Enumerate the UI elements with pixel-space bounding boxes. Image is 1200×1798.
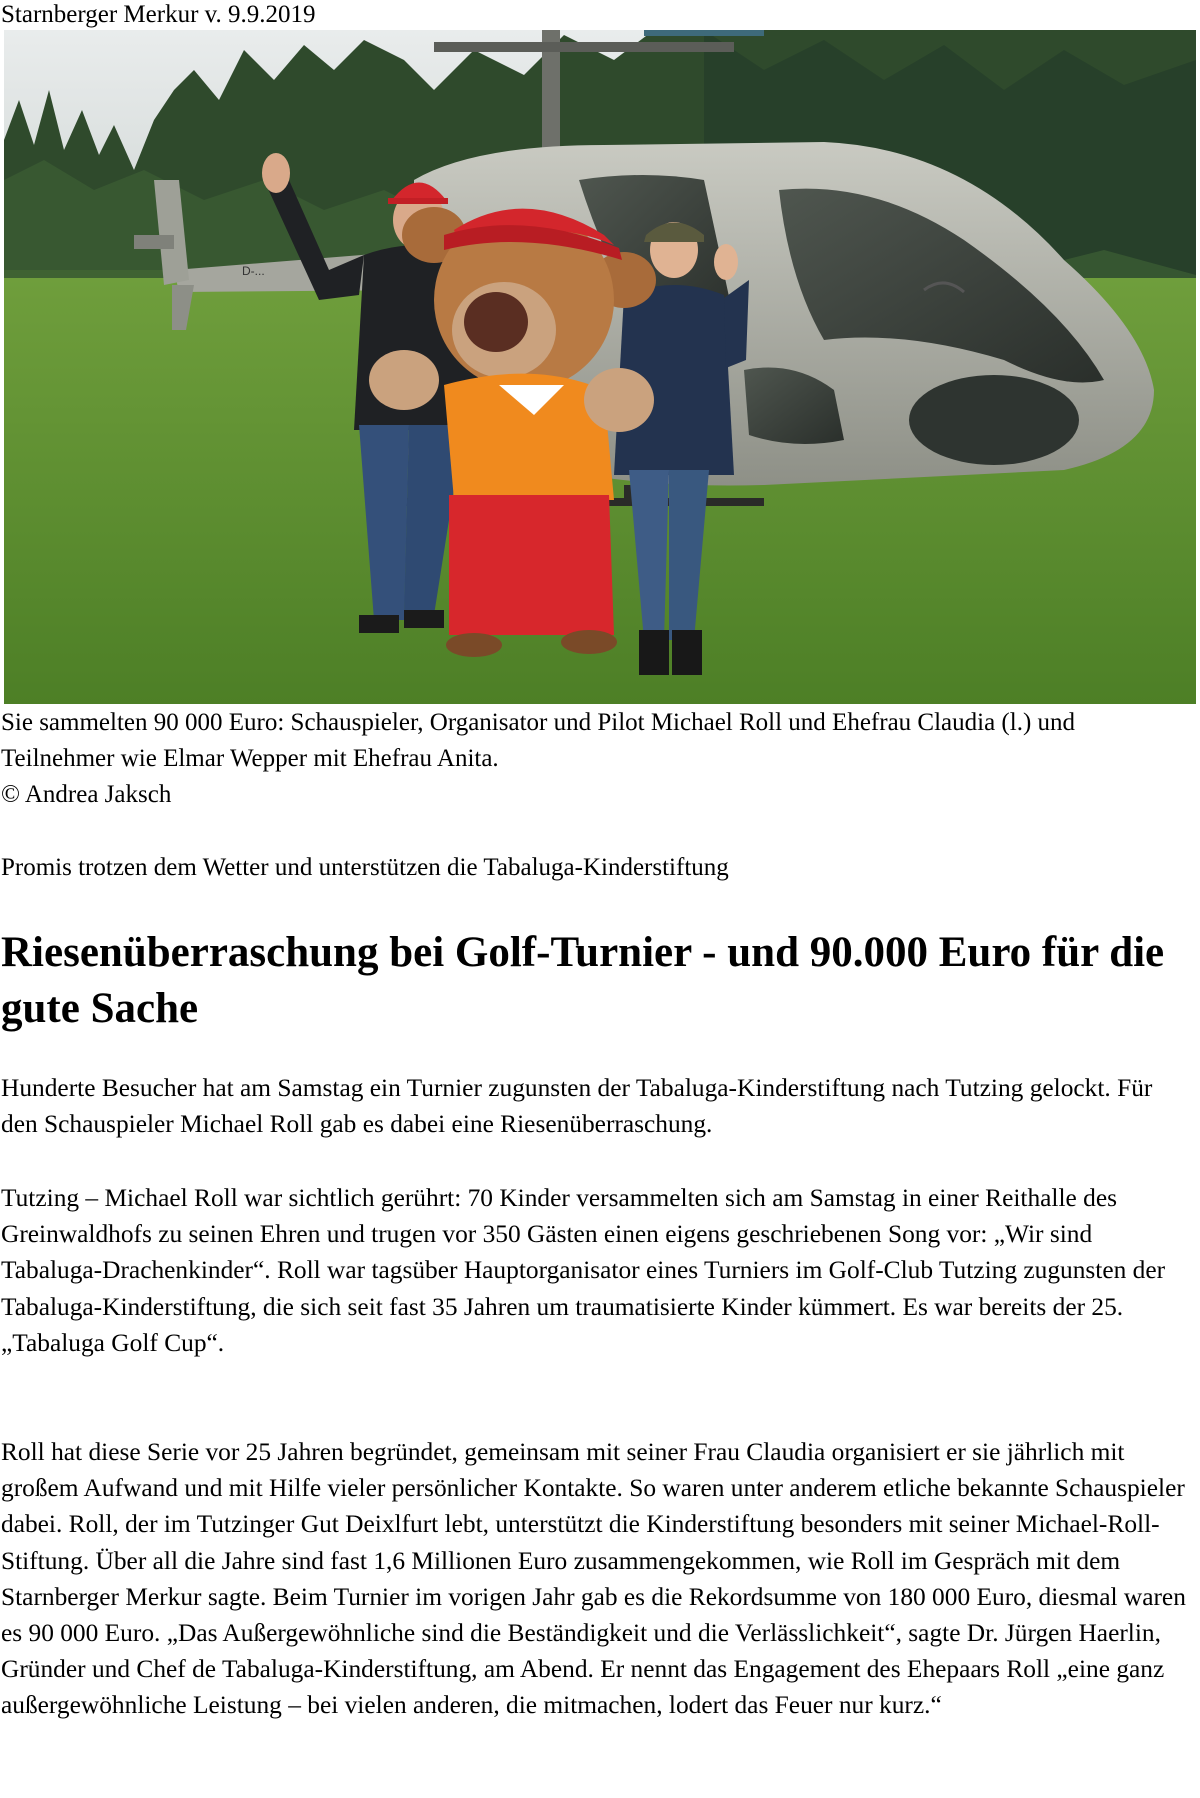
article-kicker: Promis trotzen dem Wetter und unterstützen die Tabaluga-Kinderstiftung bbox=[1, 854, 729, 881]
article-paragraph: Tutzing – Michael Roll war sichtlich gerührt: 70 Kinder versammelten sich am Samstag in einer Reithalle des Greinwaldhofs zu seinen Ehren und trugen vor 350 Gästen einen eigens geschriebenen Song vor: „Wir sind Tabaluga-Drachenkinder“. Roll war tagsüber Hauptorganisator eines Turniers im Golf-Club Tutzing zugunsten der Tabaluga-Kinderstiftung, die sich seit fast 35 Jahren um traumatisierte Kinder kümmert. Es war bereits der 25. „Tabaluga Golf Cup“. bbox=[1, 1184, 1166, 1357]
article-headline: Riesenüberraschung bei Golf-Turnier - und 90.000 Euro für die gute Sache bbox=[1, 929, 1165, 1032]
article-lead: Hunderte Besucher hat am Samstag ein Turnier zugunsten der Tabaluga-Kinderstiftung nach Tutzing gelockt. Für den Schauspieler Michael Roll gab es dabei eine Riesenüberraschung. bbox=[1, 1074, 1153, 1139]
article-paragraph: Roll hat diese Serie vor 25 Jahren begründet, gemeinsam mit seiner Frau Claudia organisiert er sie jährlich mit großem Aufwand und mit Hilfe vieler persönlicher Kontakte. So waren unter anderem etliche bekannte Schauspieler dabei. Roll, der im Tutzinger Gut Deixlfurt lebt, unterstützt die Kinderstiftung besonders mit seiner Michael-Roll-Stiftung. Über all die Jahre sind fast 1,6 Millionen Euro zusammengekommen, wie Roll im Gespräch mit dem Starnberger Merkur sagte. Beim Turnier im vorigen Jahr gab es die Rekordsumme von 180 000 Euro, diesmal waren es 90 000 Euro. „Das Außergewöhnliche sind die Beständigkeit und die Verlässlichkeit“, sagte Dr. Jürgen Haerlin, Gründer und Chef de Tabaluga-Kinderstiftung, am Abend. Er nennt das Engagement des Ehepaars Roll „eine ganz außergewöhnliche Leistung – bei vielen anderen, die mitmachen, lodert das Feuer nur kurz.“ bbox=[1, 1438, 1186, 1720]
caption-text: Sie sammelten 90 000 Euro: Schauspieler, Organisator und Pilot Michael Roll und Ehefrau Claudia (l.) und Teilnehmer wie Elmar Wepper mit Ehefrau Anita. bbox=[1, 709, 1076, 772]
article-photo bbox=[4, 30, 1196, 704]
source-line: Starnberger Merkur v. 9.9.2019 bbox=[1, 1, 316, 28]
caption-credit: © Andrea Jaksch bbox=[1, 781, 172, 808]
photo-caption bbox=[1, 705, 1191, 813]
helicopter-registration: D-... bbox=[242, 264, 265, 278]
